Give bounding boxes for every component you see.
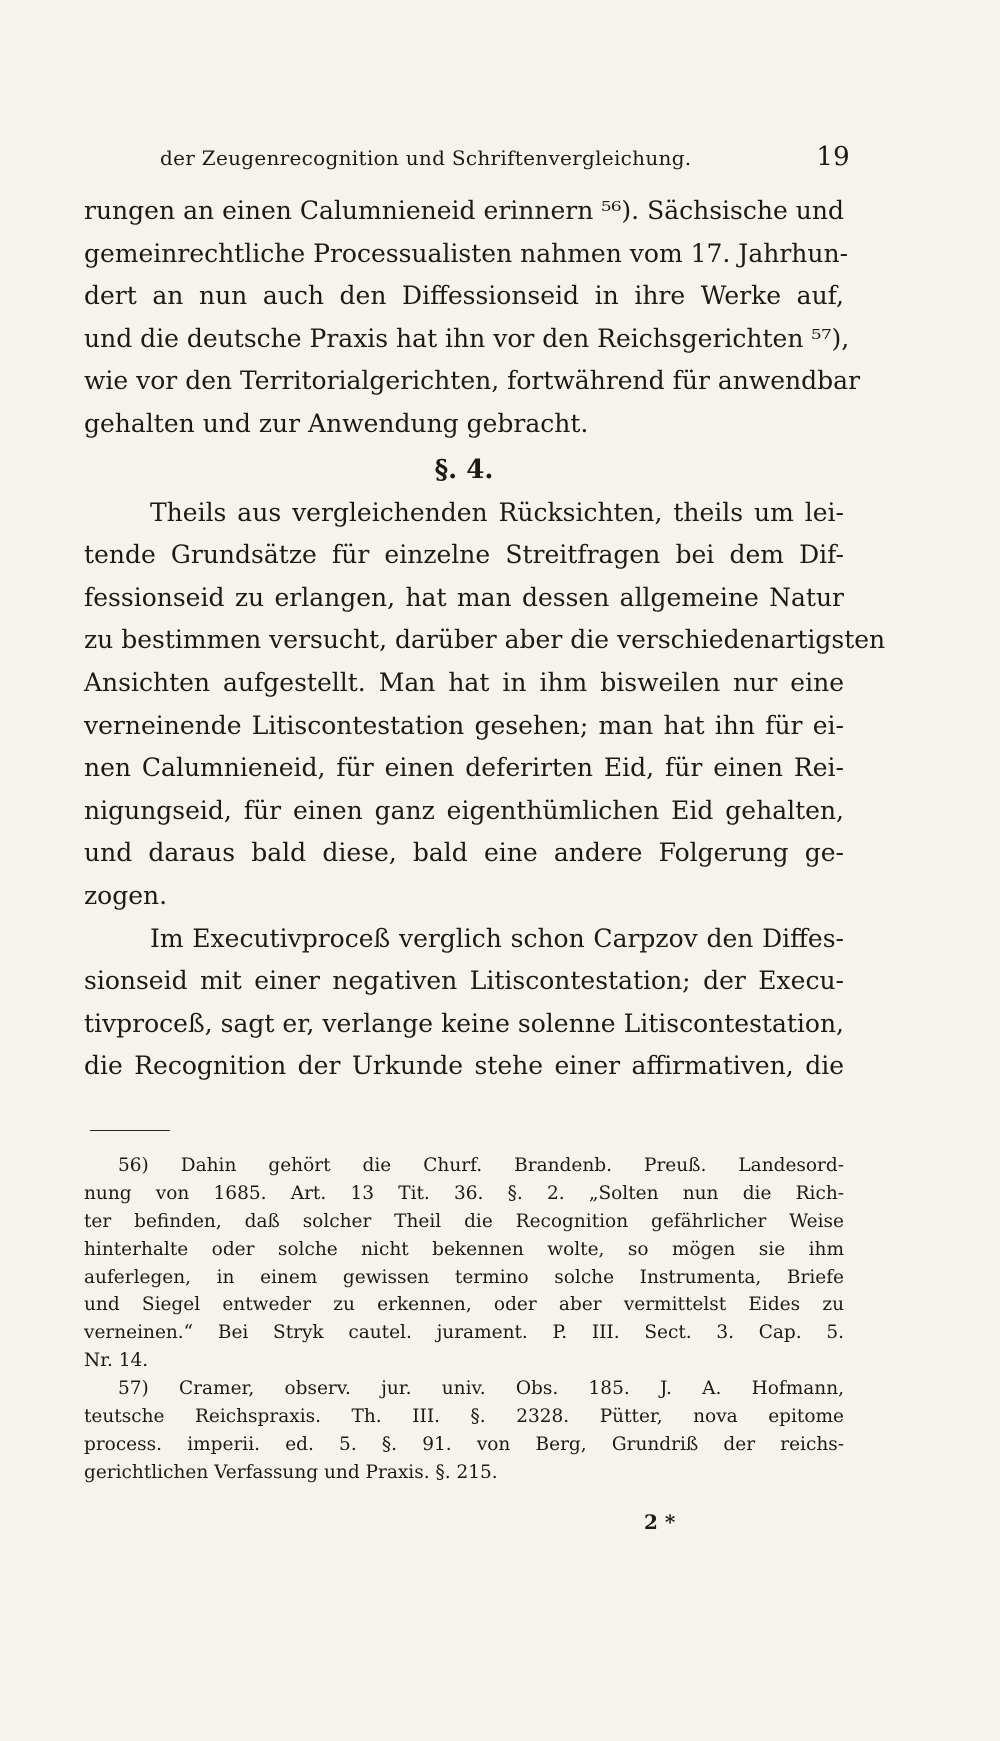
running-title: der Zeugenrecognition und Schriftenvergleichung.: [160, 146, 692, 170]
footnote-line: auferlegen, in einem gewissen termino solche Instrumenta, Briefe: [84, 1266, 844, 1288]
text-line: Theils aus vergleichenden Rücksichten, theils um lei-: [150, 497, 844, 527]
footnote-line: Nr. 14.: [84, 1350, 149, 1372]
text-line: nen Calumnieneid, für einen deferirten Eid, für einen Rei-: [84, 753, 844, 783]
footnote-line: und Siegel entweder zu erkennen, oder aber vermittelst Eides zu: [84, 1294, 844, 1316]
text-line: verneinende Litiscontestation gesehen; man hat ihn für ei-: [84, 710, 844, 740]
footnote-line: hinterhalte oder solche nicht bekennen wolte, so mögen sie ihm: [84, 1238, 844, 1260]
text-line: fessionseid zu erlangen, hat man dessen allgemeine Natur: [84, 582, 844, 612]
text-line: und daraus bald diese, bald eine andere Folgerung ge-: [84, 838, 844, 868]
text-line: dert an nun auch den Diffessionseid in ihre Werke auf,: [84, 281, 844, 311]
footnote-separator: [90, 1130, 170, 1131]
footnote-line: 57) Cramer, observ. jur. univ. Obs. 185. J. A. Hofmann,: [118, 1378, 844, 1400]
text-line: gemeinrechtliche Processualisten nahmen vom 17. Jahrhun-: [84, 238, 849, 268]
text-line: die Recognition der Urkunde stehe einer affirmativen, die: [84, 1051, 844, 1081]
footnote-line: gerichtlichen Verfassung und Praxis. §. 215.: [84, 1461, 498, 1483]
footnote-line: process. imperii. ed. 5. §. 91. von Berg, Grundriß der reichs-: [84, 1433, 844, 1455]
footnote-line: 56) Dahin gehört die Churf. Brandenb. Preuß. Landesord-: [118, 1155, 844, 1176]
text-line: Ansichten aufgestellt. Man hat in ihm bisweilen nur eine: [84, 667, 844, 697]
footnote-line: nung von 1685. Art. 13 Tit. 36. §. 2. „Solten nun die Rich-: [84, 1182, 844, 1204]
text-line: tende Grundsätze für einzelne Streitfragen bei dem Dif-: [84, 540, 844, 570]
text-line: sionseid mit einer negativen Litiscontestation; der Execu-: [84, 966, 844, 996]
text-line: nigungseid, für einen ganz eigenthümlichen Eid gehalten,: [84, 795, 844, 825]
text-line: wie vor den Territorialgerichten, fortwährend für anwendbar: [84, 366, 861, 396]
section-heading: §. 4.: [434, 454, 494, 485]
text-line: und die deutsche Praxis hat ihn vor den Reichsgerichten ⁵⁷),: [84, 323, 850, 353]
text-line: zu bestimmen versucht, darüber aber die verschiedenartigsten: [84, 625, 886, 655]
text-line: gehalten und zur Anwendung gebracht.: [84, 408, 589, 438]
footnote-line: teutsche Reichspraxis. Th. III. §. 2328. Pütter, nova epitome: [84, 1406, 844, 1428]
text-line: Im Executivproceß verglich schon Carpzov den Diffes-: [150, 923, 844, 953]
footnote-line: verneinen.“ Bei Stryk cautel. jurament. P. III. Sect. 3. Cap. 5.: [84, 1322, 844, 1344]
footnotes: [84, 1152, 844, 1487]
text-line: rungen an einen Calumnieneid erinnern ⁵⁶). Sächsische und: [84, 196, 844, 225]
footnote-line: ter befinden, daß solcher Theil die Recognition gefährlicher Weise: [84, 1210, 844, 1232]
page-number: 19: [816, 142, 850, 172]
running-header: [160, 142, 850, 172]
signature-mark: 2 *: [644, 1510, 676, 1534]
body-text: [84, 190, 886, 1088]
text-line: tivproceß, sagt er, verlange keine solenne Litiscontestation,: [84, 1008, 844, 1038]
text-line: zogen.: [84, 880, 168, 910]
